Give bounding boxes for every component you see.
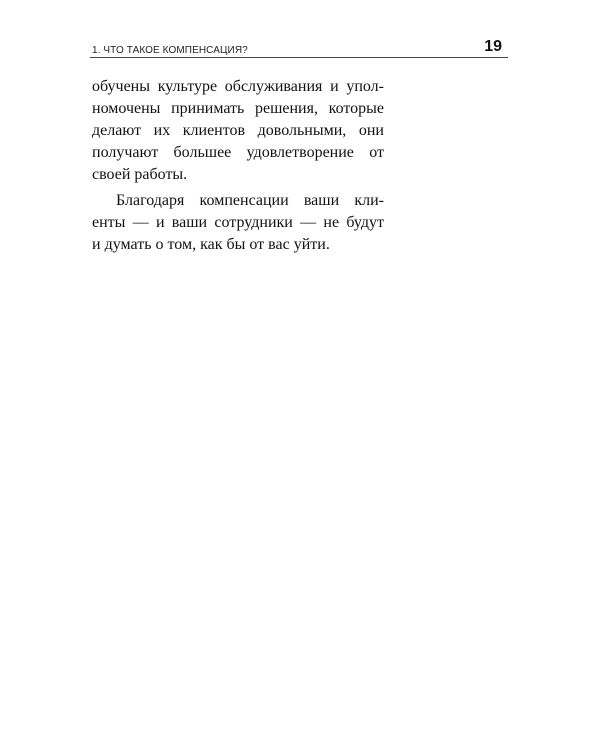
paragraph-line: своей работы.: [92, 166, 188, 183]
paragraph-line: енты — и ваши сотрудники — не будут: [92, 214, 384, 231]
paragraph-continuation: [92, 76, 384, 186]
paragraph-conclusion: [92, 190, 384, 256]
header-rule: [90, 57, 508, 58]
paragraph-line: получают большее удовлетворение от: [92, 144, 384, 161]
paragraph-line: и думать о том, как бы от вас уйти.: [92, 236, 330, 253]
page-content: [92, 76, 384, 256]
paragraph-line: Благодаря компенсации ваши кли-: [116, 192, 384, 209]
paragraph-line: обучены культуре обслуживания и упол-: [92, 78, 384, 95]
paragraph-line: номочены принимать решения, которые: [92, 100, 384, 117]
running-header: [90, 38, 510, 62]
paragraph-line: делают их клиентов довольными, они: [92, 122, 384, 139]
chapter-title: 1. ЧТО ТАКОЕ КОМПЕНСАЦИЯ?: [92, 45, 248, 56]
page-number: 19: [484, 38, 502, 55]
